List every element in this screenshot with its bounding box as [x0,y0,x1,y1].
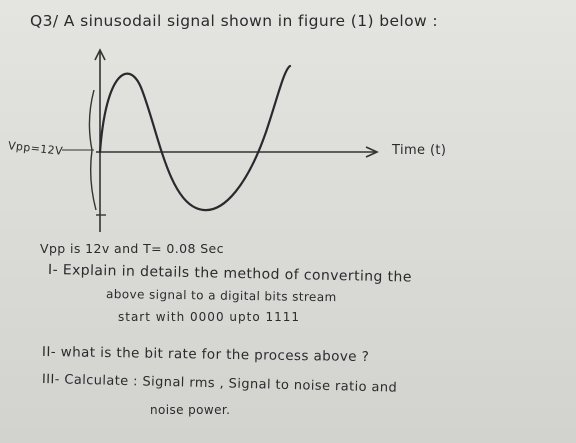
part3-line1: III- Calculate : Signal rms , Signal to noise ratio and [41,372,398,396]
sine-wave [100,66,290,210]
part2: II- what is the bit rate for the process above ? [41,344,370,366]
question-header: Q3/ A sinusodail signal shown in figure (1) below : [30,12,439,30]
time-axis-label: Time (t) [392,143,447,158]
given-values: Vpp is 12v and T= 0.08 Sec [40,241,224,256]
vpp-label: Vpp=12V [7,139,64,158]
part3-line2: noise power. [150,403,231,417]
part1-line2: above signal to a digital bits stream [105,287,337,305]
part1-line1: I- Explain in details the method of converting the [47,262,412,286]
part1-line3: start with 0000 upto 1111 [118,310,301,324]
